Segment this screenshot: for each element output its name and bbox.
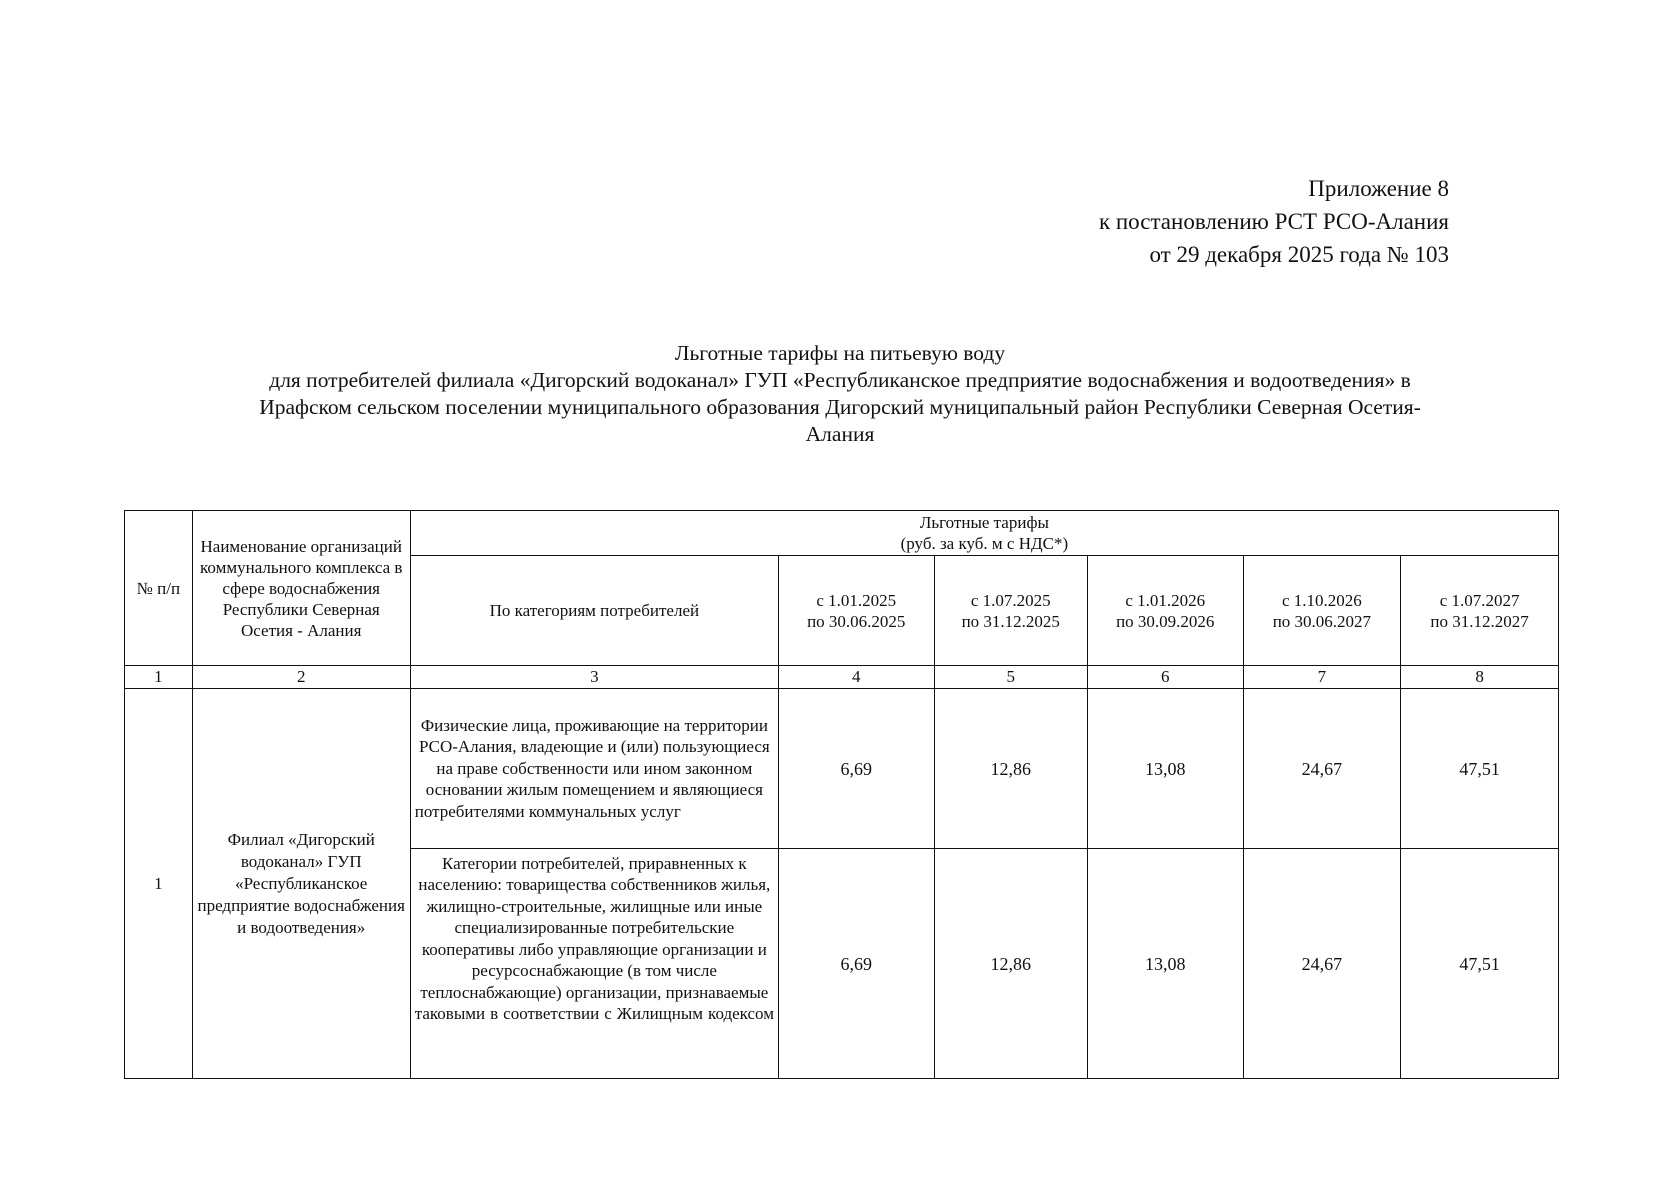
column-number: 2: [192, 666, 410, 689]
header-period-4: [1243, 556, 1401, 666]
period-to: по 31.12.2027: [1430, 611, 1529, 631]
header-num: № п/п: [125, 511, 193, 666]
header-period-1: [778, 556, 934, 666]
column-number: 1: [125, 666, 193, 689]
tariff-value: 24,67: [1243, 849, 1401, 1079]
header-tariffs-unit: (руб. за куб. м с НДС*): [900, 534, 1069, 553]
period-from: с 1.01.2026: [1125, 590, 1206, 610]
appendix-block: [1099, 172, 1449, 271]
tariff-value: 13,08: [1087, 689, 1243, 849]
tariff-value: 12,86: [934, 849, 1087, 1079]
period-from: с 1.01.2025: [816, 590, 897, 610]
tariff-value: 12,86: [934, 689, 1087, 849]
row-number: 1: [125, 689, 193, 1079]
tariff-value: 24,67: [1243, 689, 1401, 849]
tariffs-table: [124, 510, 1559, 1079]
title-line-1: Льготные тарифы на питьевую воду: [674, 341, 1006, 365]
period-from: с 1.10.2026: [1281, 590, 1362, 610]
header-period-2: [934, 556, 1087, 666]
period-from: с 1.07.2025: [970, 590, 1051, 610]
header-tariffs: [410, 511, 1558, 556]
category-cell: [410, 849, 778, 1079]
tariff-value: 13,08: [1087, 849, 1243, 1079]
organization-name: Филиал «Дигорский водоканал» ГУП «Республиканское предприятие водоснабжения и водоотведения»: [192, 689, 410, 1079]
period-to: по 30.06.2027: [1272, 611, 1372, 631]
title-line-3: Ирафском сельском поселении муниципального образования Дигорский муниципальный район Республики Северная Осетия-: [259, 395, 1421, 419]
period-to: по 31.12.2025: [961, 611, 1060, 631]
tariff-value: 6,69: [778, 849, 934, 1079]
category-text: Физические лица, проживающие на территории РСО-Алания, владеющие и (или) пользующиеся на праве собственности или ином законном основании жилым помещением и являющиеся потребителями коммунальных услуг: [410, 689, 778, 849]
column-number: 6: [1087, 666, 1243, 689]
appendix-line-3: от 29 декабря 2025 года № 103: [1149, 242, 1449, 267]
period-from: с 1.07.2027: [1439, 590, 1520, 610]
column-number: 7: [1243, 666, 1401, 689]
appendix-line-2: к постановлению РСТ РСО-Алания: [1098, 209, 1449, 234]
header-tariffs-title: Льготные тарифы: [919, 513, 1049, 532]
column-number: 5: [934, 666, 1087, 689]
title-line-2: для потребителей филиала «Дигорский водоканал» ГУП «Республиканское предприятие водоснабжения и водоотведения» в: [269, 368, 1411, 392]
column-number: 8: [1401, 666, 1559, 689]
header-category: По категориям потребителей: [410, 556, 778, 666]
period-to: по 30.09.2026: [1116, 611, 1215, 631]
column-numbers-row: [125, 666, 1559, 689]
header-org: Наименование организаций коммунального комплекса в сфере водоснабжения Республики Северная Осетия - Алания: [192, 511, 410, 666]
column-number: 3: [410, 666, 778, 689]
appendix-line-1: Приложение 8: [1308, 176, 1449, 201]
column-number: 4: [778, 666, 934, 689]
period-to: по 30.06.2025: [807, 611, 906, 631]
header-row-1: [125, 511, 1559, 556]
header-period-5: [1401, 556, 1559, 666]
tariff-value: 47,51: [1401, 689, 1559, 849]
category-text: Категории потребителей, приравненных к населению: товарищества собственников жилья, жилищно-строительные, жилищные или иные специализированные потребительские кооперативы либо управляющие организации и ресурсоснабжающие (в том числе теплоснабжающие) организации, признаваемые таковыми в соответствии с Жилищным кодексом: [414, 853, 774, 1023]
tariff-value: 47,51: [1401, 849, 1559, 1079]
title-line-4: Алания: [805, 422, 875, 446]
header-period-3: [1087, 556, 1243, 666]
tariff-value: 6,69: [778, 689, 934, 849]
document-title: [150, 340, 1530, 448]
table-row: [125, 689, 1559, 849]
